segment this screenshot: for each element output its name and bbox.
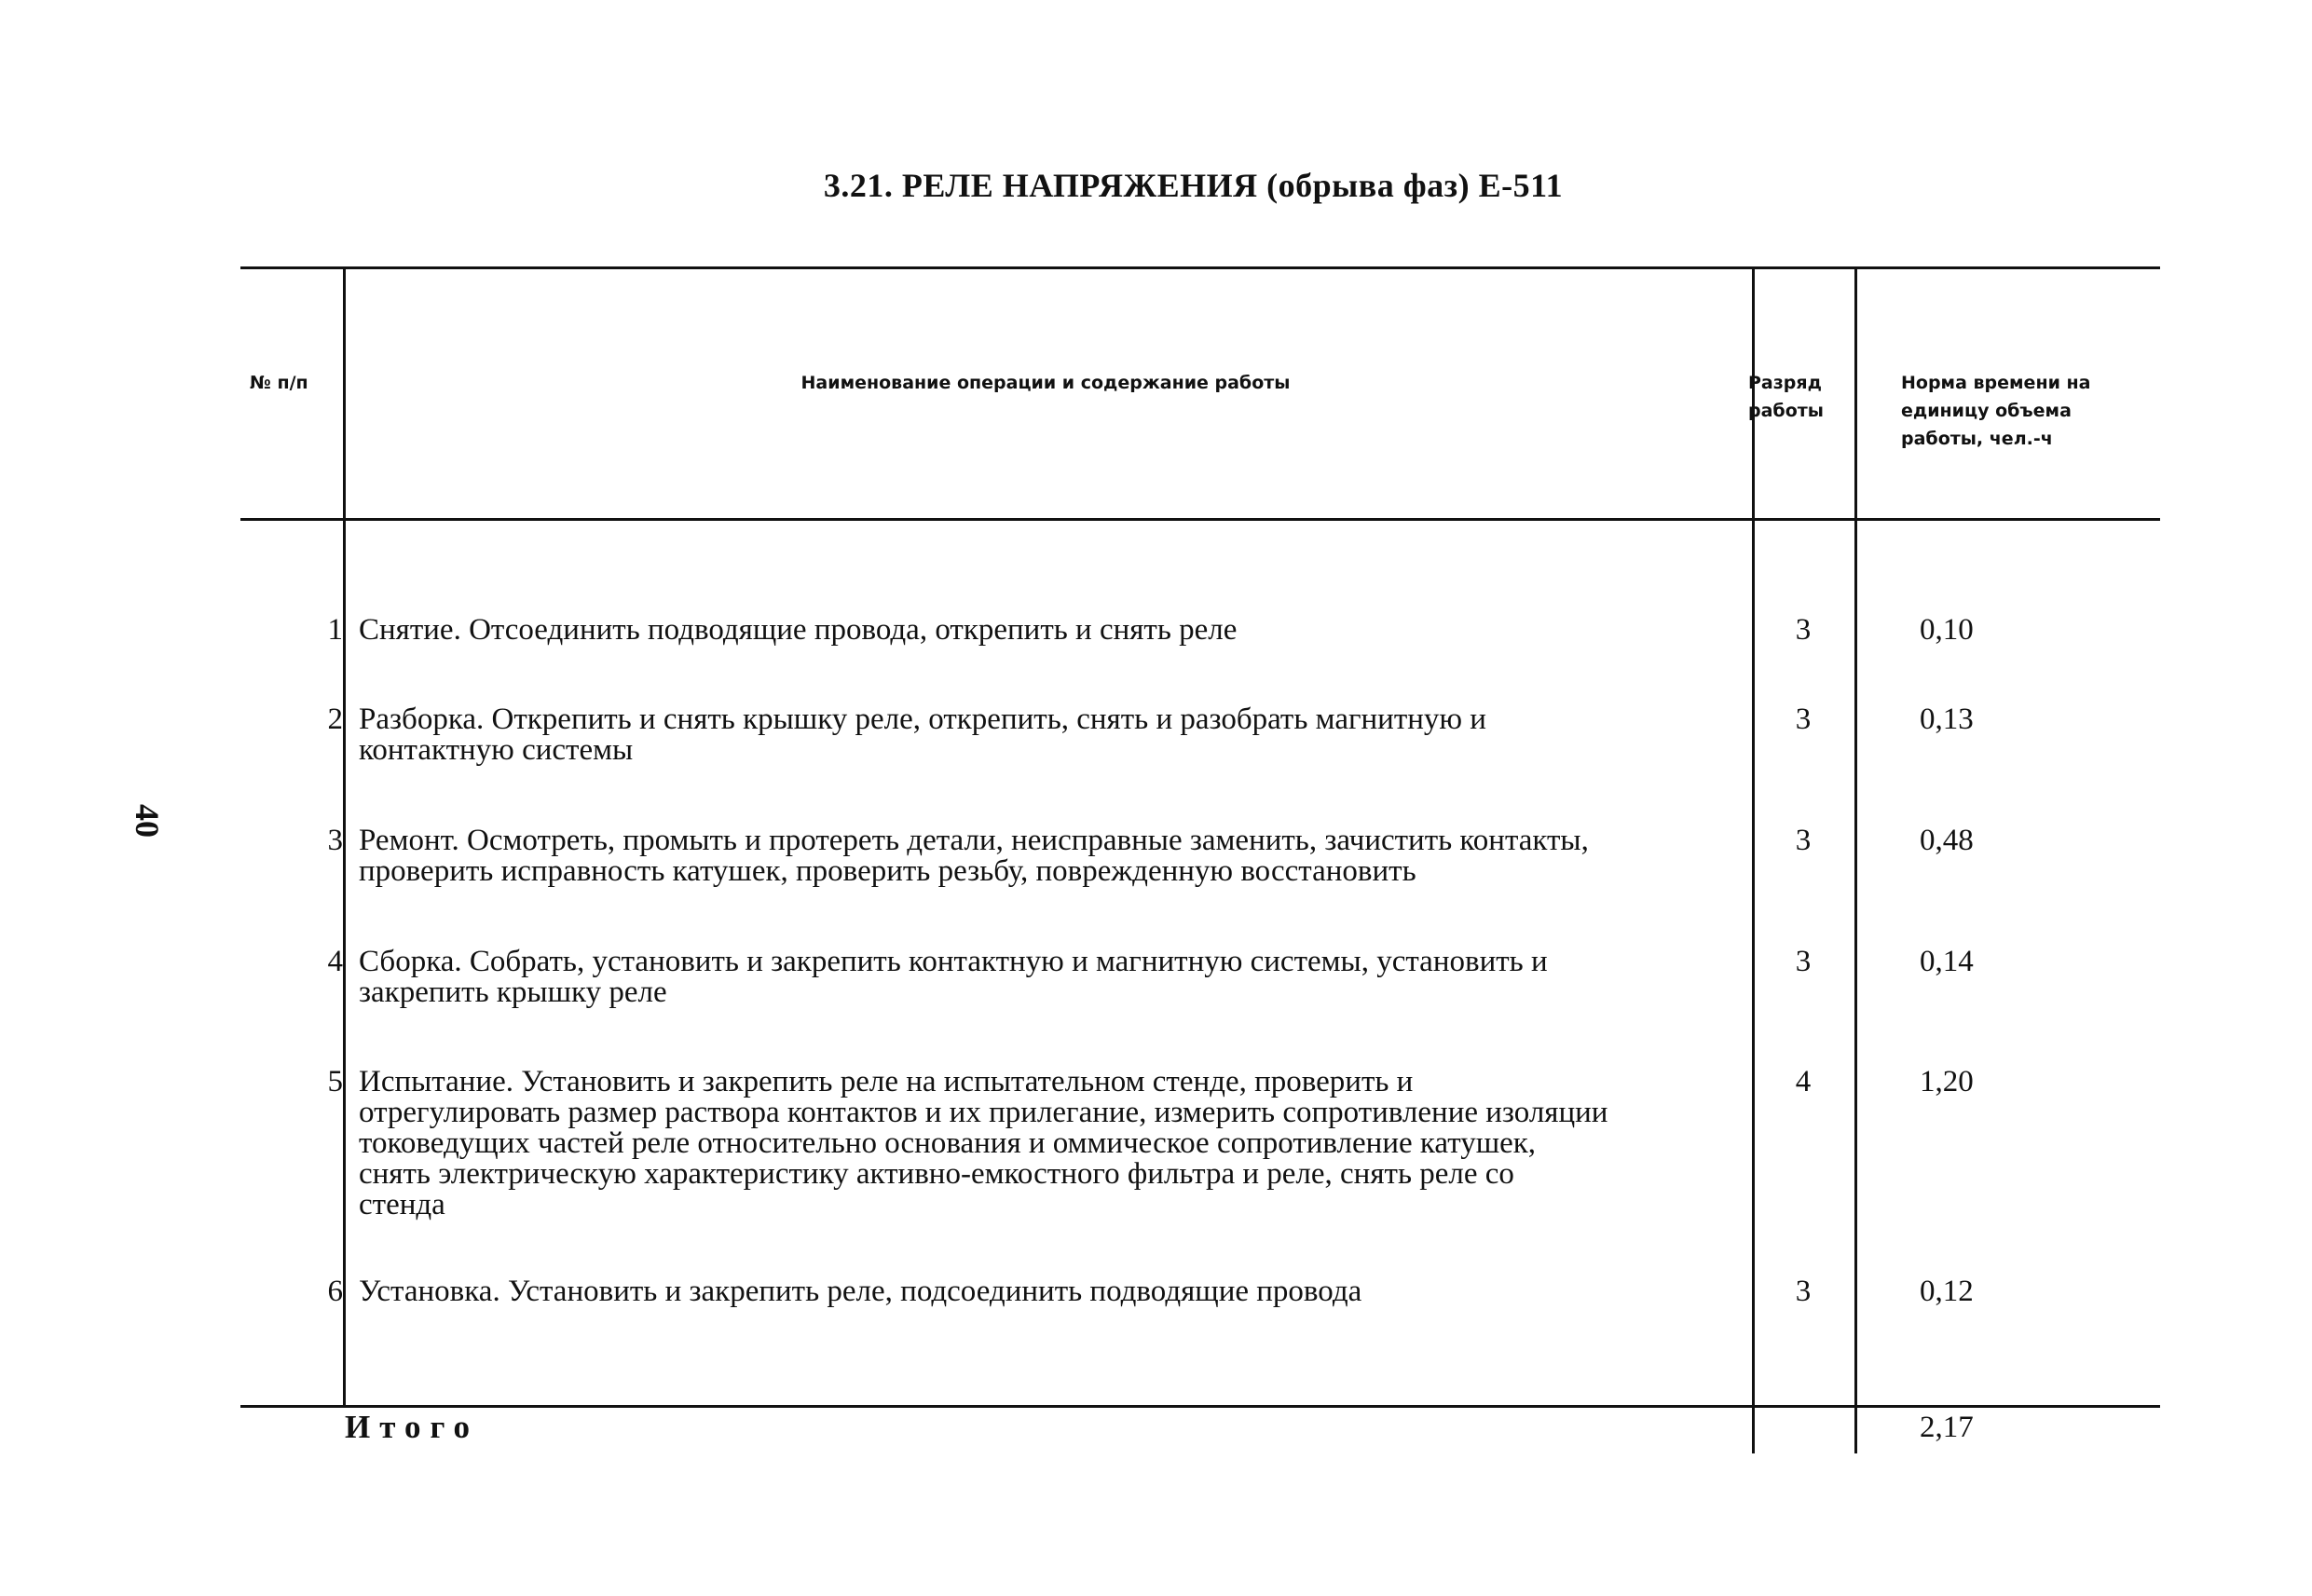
row-2-num: 2 <box>327 703 343 736</box>
total-top-rule <box>240 1405 2160 1408</box>
row-2-grade: 3 <box>1795 703 1812 736</box>
row-5-norm: 1,20 <box>1920 1065 1974 1098</box>
row-4-norm: 0,14 <box>1920 945 1974 978</box>
row-6-text <box>359 1276 1757 1307</box>
header-norm-line: работы, чел.-ч <box>1901 429 2053 449</box>
row-6-norm: 0,12 <box>1920 1275 1974 1308</box>
row-line: отрегулировать размер раствора контактов и их прилегание, измерить сопротивление изоляции <box>359 1096 1608 1129</box>
row-5-text <box>359 1067 1757 1221</box>
total-value: 2,17 <box>1920 1411 1974 1444</box>
table-top-rule <box>240 266 2160 269</box>
header-norm-line: единицу объема <box>1901 401 2072 421</box>
header-bottom-rule <box>240 518 2160 521</box>
row-line: Испытание. Установить и закрепить реле на испытательном стенде, проверить и <box>359 1065 1414 1098</box>
total-label: Итого <box>345 1409 479 1445</box>
header-num: № п/п <box>250 373 308 393</box>
row-line: Ремонт. Осмотреть, промыть и протереть детали, неисправные заменить, зачистить контакты, <box>359 824 1589 857</box>
row-line: Установка. Установить и закрепить реле, подсоединить подводящие провода <box>359 1275 1362 1308</box>
row-2-text <box>359 704 1757 766</box>
row-1-grade: 3 <box>1795 613 1812 647</box>
row-5-grade: 4 <box>1795 1065 1812 1098</box>
header-name: Наименование операции и содержание работы <box>800 373 1291 393</box>
page-title: 3.21. РЕЛЕ НАПРЯЖЕНИЯ (обрыва фаз) Е-511 <box>823 167 1564 204</box>
header-grade-line: работы <box>1748 401 1824 421</box>
header-grade-line: Разряд <box>1748 373 1822 393</box>
row-line: токоведущих частей реле относительно основания и оммическое сопротивление катушек, <box>359 1126 1537 1160</box>
row-6-grade: 3 <box>1795 1275 1812 1308</box>
row-3-text <box>359 825 1757 887</box>
column-divider-num <box>343 266 346 1405</box>
row-line: снять электрическую характеристику активно-емкостного фильтра и реле, снять реле со <box>359 1157 1514 1191</box>
row-line: Разборка. Открепить и снять крышку реле, открепить, снять и разобрать магнитную и <box>359 703 1486 736</box>
row-3-norm: 0,48 <box>1920 824 1974 857</box>
row-4-text <box>359 947 1757 1008</box>
header-norm-line: Норма времени на <box>1901 373 2091 393</box>
row-line: Сборка. Собрать, установить и закрепить контактную и магнитную системы, установить и <box>359 945 1548 978</box>
row-line: Снятие. Отсоединить подводящие провода, открепить и снять реле <box>359 613 1238 647</box>
row-4-num: 4 <box>327 945 343 978</box>
row-line: закрепить крышку реле <box>359 975 667 1009</box>
page-number: 40 <box>129 804 166 838</box>
row-2-norm: 0,13 <box>1920 703 1974 736</box>
row-6-num: 6 <box>327 1275 343 1308</box>
header-grade <box>1748 369 1851 425</box>
row-1-text <box>359 615 1757 646</box>
row-3-grade: 3 <box>1795 824 1812 857</box>
row-1-norm: 0,10 <box>1920 613 1974 647</box>
row-4-grade: 3 <box>1795 945 1812 978</box>
row-line: контактную системы <box>359 733 634 767</box>
column-divider-norm <box>1854 266 1857 1453</box>
row-line: проверить исправность катушек, проверить резьбу, поврежденную восстановить <box>359 854 1416 888</box>
header-norm <box>1901 369 2143 453</box>
row-5-num: 5 <box>327 1065 343 1098</box>
row-1-num: 1 <box>327 613 343 647</box>
row-line: стенда <box>359 1188 445 1221</box>
row-3-num: 3 <box>327 824 343 857</box>
